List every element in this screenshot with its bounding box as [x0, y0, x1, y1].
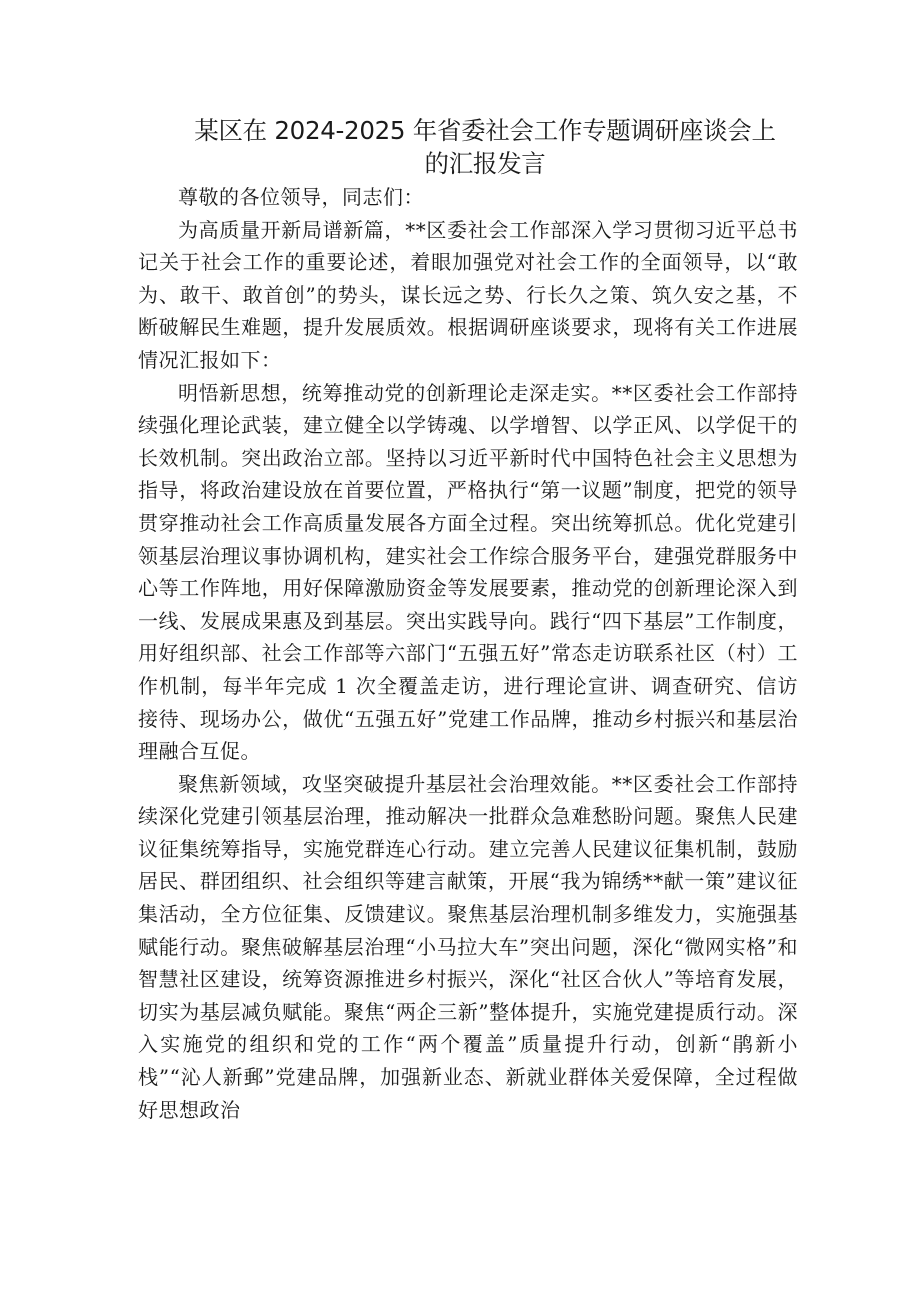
paragraph-intro: 为高质量开新局谱新篇，**区委社会工作部深入学习贯彻习近平总书记关于社会工作的重要论述，着眼加强党对社会工作的全面领导，以“敢为、敢干、敢首创”的势头，谋长远之势、行长久之策、筑久安之基，不断破解民生难题，提升发展质效。根据调研座谈要求，现将有关工作进展情况汇报如下：	[138, 217, 798, 372]
paragraph-governance: 聚焦新领域，攻坚突破提升基层社会治理效能。**区委社会工作部持续深化党建引领基层治理，推动解决一批群众急难愁盼问题。聚焦人民建议征集统筹指导，实施党群连心行动。建立完善人民建议征集机制，鼓励居民、群团组织、社会组织等建言献策，开展“我为锦绣**献一策”建议征集活动，全方位征集、反馈建议。聚焦基层治理机制多维发力，实施强基赋能行动。聚焦破解基层治理“小马拉大车”突出问题，深化“微网实格”和智慧社区建设，统筹资源推进乡村振兴，深化“社区合伙人”等培育发展，切实为基层减负赋能。聚焦“两企三新”整体提升，实施党建提质行动。深入实施党的组织和党的工作“两个覆盖”质量提升行动，创新“鹃新小栈”“沁人新郵”党建品牌，加强新业态、新就业群体关爱保障，全过程做好思想政治	[138, 771, 798, 1122]
document-body	[138, 181, 798, 1126]
title-line-2: 的汇报发言	[424, 149, 546, 178]
paragraph-theory: 明悟新思想，统筹推动党的创新理论走深走实。**区委社会工作部持续强化理论武装，建立健全以学铸魂、以学增智、以学正风、以学促干的长效机制。突出政治立部。坚持以习近平新时代中国特色社会主义思想为指导，将政治建设放在首要位置，严格执行“第一议题”制度，把党的领导贯穿推动社会工作高质量发展各方面全过程。突出统筹抓总。优化党建引领基层治理议事协调机构，建实社会工作综合服务平台，建强党群服务中心等工作阵地，用好保障激励资金等发展要素，推动党的创新理论深入到一线、发展成果惠及到基层。突出实践导向。践行“四下基层”工作制度，用好组织部、社会工作部等六部门“五强五好”常态走访联系社区（村）工作机制，每半年完成 1 次全覆盖走访，进行理论宣讲、调查研究、信访接待、现场办公，做优“五强五好”党建工作品牌，推动乡村振兴和基层治理融合互促。	[138, 380, 798, 764]
title-line-1: 某区在 2024-2025 年省委社会工作专题调研座谈会上	[194, 116, 776, 145]
salutation: 尊敬的各位领导，同志们：	[178, 185, 424, 209]
document-title	[150, 114, 820, 180]
